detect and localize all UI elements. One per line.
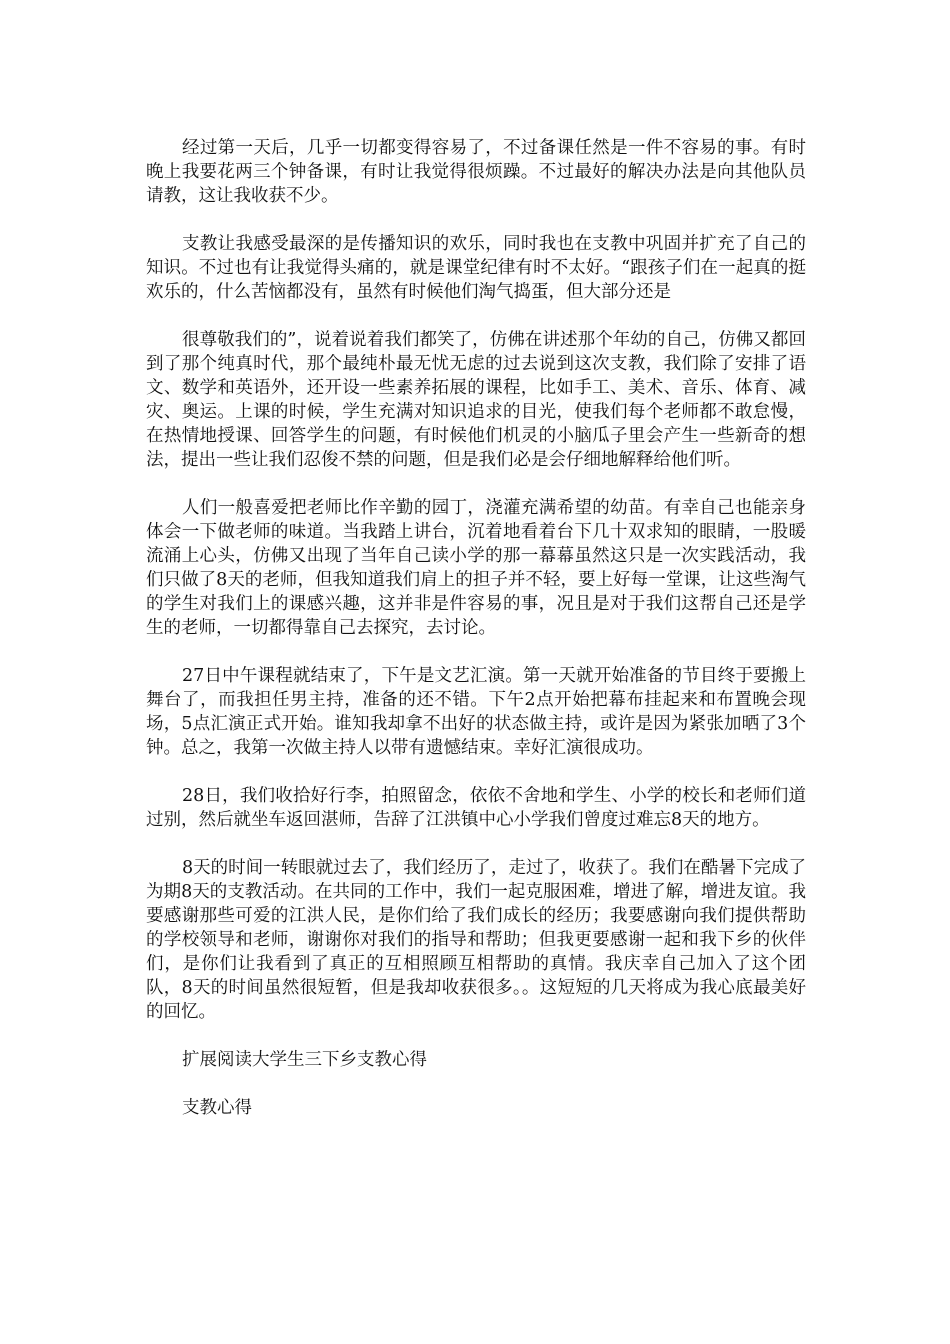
paragraph-lesson-prep: 经过第一天后，几乎一切都变得容易了，不过备课任然是一件不容易的事。有时晚上我要花两三个钟备课，有时让我觉得很烦躁。不过最好的解决办法是向其他队员请教，这让我收获不少。 (146, 138, 806, 206)
document-body (146, 136, 806, 1144)
paragraph-teacher-experience: 人们一般喜爱把老师比作辛勤的园丁，浇灌充满希望的幼苗。有幸自己也能亲身体会一下做老师的味道。当我踏上讲台，沉着地看着台下几十双求知的眼睛，一股暖流涌上心头，仿佛又出现了当年自己读小学的那一幕幕虽然这只是一次实践活动，我们只做了8天的老师，但我知道我们肩上的担子并不轻，要上好每一堂课，让这些淘气的学生对我们上的课感兴趣，这并非是件容易的事，况且是对于我们这帮自己还是学生的老师，一切都得靠自己去探究，去讨论。 (146, 498, 806, 638)
paragraph-conclusion: 8天的时间一转眼就过去了，我们经历了，走过了，收获了。我们在酷暑下完成了为期8天的支教活动。在共同的工作中，我们一起克服困难，增进了解，增进友谊。我要感谢那些可爱的江洪人民，是你们给了我们成长的经历；我要感谢向我们提供帮助的学校领导和老师，谢谢你对我们的指导和帮助；但我更要感谢一起和我下乡的伙伴们，是你们让我看到了真正的互相照顾互相帮助的真情。我庆幸自己加入了这个团队，8天的时间虽然很短暂，但是我却收获很多。。这短短的几天将成为我心底最美好的回忆。 (146, 858, 806, 1022)
paragraph-art-performance: 27日中午课程就结束了，下午是文艺汇演。第一天就开始准备的节目终于要搬上舞台了，而我担任男主持，准备的还不错。下午2点开始把幕布挂起来和布置晚会现场，5点汇演正式开始。谁知我却拿不出好的状态做主持，或许是因为紧张加晒了3个钟。总之，我第一次做主持人以带有遗憾结束。幸好汇演很成功。 (146, 666, 806, 758)
section-heading: 支教心得 (182, 1098, 252, 1118)
paragraph-children-respect: 很尊敬我们的”，说着说着我们都笑了，仿佛在讲述那个年幼的自己，仿佛又都回到了那个纯真时代，那个最纯朴最无忧无虑的过去说到这次支教，我们除了安排了语文、数学和英语外，还开设一些素养拓展的课程，比如手工、美术、音乐、体育、减灾、奥运。上课的时候，学生充满对知识追求的目光，使我们每个老师都不敢怠慢，在热情地授课、回答学生的问题，有时候他们机灵的小脑瓜子里会产生一些新奇的想法，提出一些让我们忍俊不禁的问题，但是我们必是会仔细地解释给他们听。 (146, 330, 806, 470)
paragraph-farewell: 28日，我们收拾好行李，拍照留念，依依不舍地和学生、小学的校长和老师们道过别，然后就坐车返回湛师，告辞了江洪镇中心小学我们曾度过难忘8天的地方。 (146, 786, 806, 830)
paragraph-teaching-joy: 支教让我感受最深的是传播知识的欢乐，同时我也在支教中巩固并扩充了自己的知识。不过也有让我觉得头痛的，就是课堂纪律有时不太好。“跟孩子们在一起真的挺欢乐的，什么苦恼都没有，虽然有时候他们淘气捣蛋，但大部分还是 (146, 234, 806, 302)
extended-reading-heading: 扩展阅读大学生三下乡支教心得 (182, 1050, 427, 1070)
